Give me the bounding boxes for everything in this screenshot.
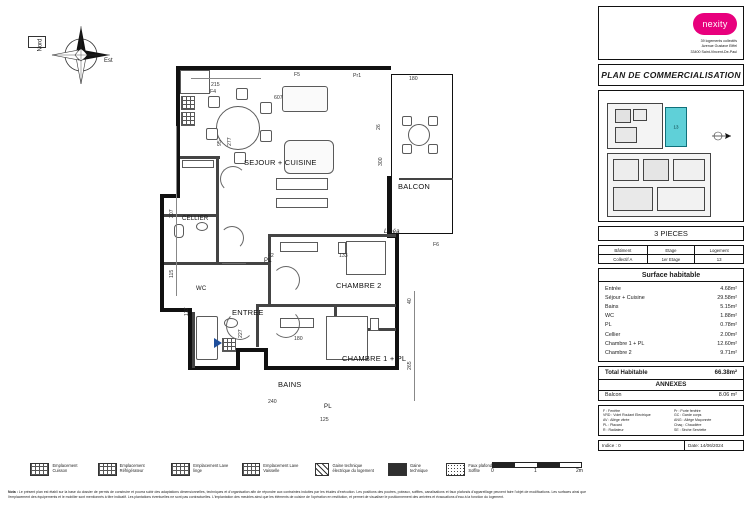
kp-unit-number: 13 xyxy=(673,124,679,130)
total-row xyxy=(599,367,743,379)
surface-label-pl: PL xyxy=(605,322,612,329)
dining-chair-1 xyxy=(208,96,220,108)
door-cellier xyxy=(220,166,246,192)
legend-swatch-lave-linge xyxy=(171,463,190,476)
legend-swatch-cuisson xyxy=(30,463,49,476)
surface-value-chambre2: 9.71m² xyxy=(720,349,737,356)
balcony-chair-4 xyxy=(428,144,438,154)
surface-row xyxy=(599,321,743,330)
nightstand-1 xyxy=(370,318,379,331)
dim-215: 215 xyxy=(211,82,220,88)
legend-item-gaine-tech xyxy=(388,463,436,476)
surface-value-cellier: 2.00m² xyxy=(720,331,737,338)
kp-unit-b2 xyxy=(643,159,669,181)
header-etage: Etage xyxy=(647,246,695,255)
dim-137: 137 xyxy=(184,307,190,316)
balcony-chair-1 xyxy=(402,116,412,126)
dim-227: 227 xyxy=(238,329,244,338)
partition-wc-right xyxy=(216,214,219,265)
surface-value-bains: 5.15m² xyxy=(720,303,737,310)
console-table xyxy=(276,198,328,208)
surface-label-chambre1: Chambre 1 + PL xyxy=(605,340,645,347)
legend-item-lave-linge xyxy=(171,463,233,476)
surface-value-chambre1: 12.60m² xyxy=(717,340,737,347)
address-line-1: 39 logements collectifs xyxy=(700,38,737,43)
surface-value-entree: 4.68m² xyxy=(720,285,737,292)
fridge-location xyxy=(181,112,195,126)
annex-label-balcon: Balcon xyxy=(605,392,622,399)
dim-115: 115 xyxy=(169,269,175,278)
tag-f5: F5 xyxy=(294,72,301,78)
dim-line-left xyxy=(176,126,177,296)
surface-label-entree: Entrée xyxy=(605,285,621,292)
value-etage: 1er Etage xyxy=(647,255,695,264)
legend-text-faux-plafond: Faux plafond Soffite xyxy=(468,463,493,473)
partition-bains-left xyxy=(192,312,195,368)
dining-chair-3 xyxy=(260,102,272,114)
legend-item-cuisson xyxy=(30,463,88,476)
tag-f4: F4 xyxy=(210,89,217,95)
room-label-sejour: SEJOUR + CUISINE xyxy=(244,158,317,167)
dining-chair-6 xyxy=(206,128,218,140)
partition-sejour-bottom xyxy=(268,234,396,237)
kp-unit-b5 xyxy=(657,187,705,211)
room-label-linea: Linéa xyxy=(384,229,400,235)
partition-cellier-top xyxy=(180,156,220,159)
abbrev-r: R : Radiateur xyxy=(603,427,624,432)
north-arrow-icon xyxy=(37,22,114,88)
kitchen-counter xyxy=(180,70,210,94)
revision-block xyxy=(598,440,744,451)
pieces-label: 3 PIECES xyxy=(654,229,688,238)
annex-value-balcon: 8.06 m² xyxy=(718,392,737,399)
kp-highlight-unit[interactable] xyxy=(665,107,687,147)
legend-text-lave-vaisselle: Emplacement Lave Vaisselle xyxy=(263,463,299,473)
table-row-headers xyxy=(599,246,744,255)
disclaimer xyxy=(8,490,586,500)
entry-direction-marker xyxy=(214,338,222,348)
kp-unit-b4 xyxy=(613,187,653,211)
abbreviations-block xyxy=(598,405,744,437)
apartment-outline xyxy=(156,66,446,426)
partition-chambre-split xyxy=(268,304,396,307)
wall-bottom-left xyxy=(188,366,240,370)
room-label-wc: WC xyxy=(196,286,207,292)
scale-bar-labels xyxy=(492,468,582,476)
surface-row xyxy=(599,348,743,357)
address-line-3: 33400 Saint-Vincent-De-Paul xyxy=(690,49,737,54)
key-plan xyxy=(605,97,737,215)
room-label-cellier: CELLIER xyxy=(182,216,209,222)
legend-swatch-frigo xyxy=(98,463,116,476)
scale-tick-2: 2m xyxy=(576,468,583,474)
legend-text-gaine-tech: Gaine technique xyxy=(409,463,428,473)
cooktop-location xyxy=(181,96,195,110)
room-label-pl-2: PL xyxy=(324,404,332,410)
surface-row xyxy=(599,312,743,321)
abbrev-col-right xyxy=(674,409,739,433)
room-label-pl-1: PL xyxy=(264,258,272,264)
dim-95: 95 xyxy=(217,140,223,146)
room-label-bains: BAINS xyxy=(278,380,302,389)
legend-text-frigo: Emplacement Réfrigérateur xyxy=(119,463,145,473)
legend-swatch-faux-plafond xyxy=(446,463,465,476)
project-address xyxy=(605,39,737,55)
cellier-shelf xyxy=(182,160,214,168)
surface-row xyxy=(599,302,743,311)
surface-row xyxy=(599,330,743,339)
scale-tick-1: 1 xyxy=(534,468,537,474)
document-title-block xyxy=(598,64,744,86)
balcony-rail-line xyxy=(399,178,453,180)
abbrev-av: AV : Allège vitrée xyxy=(603,418,630,423)
partition-entree-right xyxy=(268,262,271,306)
surface-label-sejour: Séjour + Cuisine xyxy=(605,294,645,301)
room-label-balcon: BALCON xyxy=(398,182,431,191)
legend-text-lave-linge: Emplacement Lave linge xyxy=(193,463,229,473)
dim-line-right xyxy=(414,291,415,401)
title-block-panel xyxy=(598,6,744,451)
surface-title: Surface habitable xyxy=(641,272,701,279)
dim-607: 607 xyxy=(274,95,283,101)
nexity-logo[interactable]: nexity xyxy=(693,13,737,35)
surface-value-sejour: 29.58m² xyxy=(717,294,737,301)
sofa xyxy=(282,86,328,112)
door-swing-line xyxy=(222,263,246,264)
total-block xyxy=(598,366,744,401)
surface-label-chambre2: Chambre 2 xyxy=(605,349,632,356)
room-label-entree: ENTREE xyxy=(232,308,264,317)
key-plan-block xyxy=(598,90,744,222)
balcony-table xyxy=(408,124,430,146)
surface-row xyxy=(599,284,743,293)
door-chambre-1 xyxy=(272,310,300,338)
document-title: PLAN DE COMMERCIALISATION xyxy=(601,70,741,80)
index-label: Indice : 0 xyxy=(599,441,685,450)
surface-label-bains: Bains xyxy=(605,303,619,310)
surface-row xyxy=(599,339,743,348)
dim-207: 207 xyxy=(169,209,175,218)
legend-swatch-gaine-tech xyxy=(388,463,407,476)
surface-row xyxy=(599,293,743,302)
dim-300: 300 xyxy=(378,157,384,166)
balcony-chair-2 xyxy=(428,116,438,126)
kp-unit-a2 xyxy=(633,109,647,121)
logo-block xyxy=(598,6,744,60)
table-row-values xyxy=(599,255,744,264)
dining-chair-2 xyxy=(236,88,248,100)
wall-bottom xyxy=(264,366,399,370)
kp-unit-a1 xyxy=(615,109,631,123)
value-logement: 13 xyxy=(695,255,744,264)
kp-unit-b3 xyxy=(673,159,705,181)
legend-row xyxy=(30,455,500,483)
dim-240: 240 xyxy=(268,399,277,405)
abbreviations xyxy=(599,406,743,436)
surface-value-wc: 1.88m² xyxy=(720,313,737,320)
legend-item-frigo xyxy=(98,463,161,476)
dining-chair-4 xyxy=(260,130,272,142)
partition-cellier-right xyxy=(216,156,219,214)
tv-unit xyxy=(276,178,328,190)
abbrev-gc: GC : Garde corps xyxy=(674,413,702,418)
washer-location xyxy=(222,338,236,352)
dim-133: 133 xyxy=(339,253,348,259)
balcony-slab xyxy=(391,74,453,234)
wc-sink xyxy=(196,222,208,231)
date-label: Date: 14/06/2024 xyxy=(688,443,724,449)
floor-plan-drawing xyxy=(6,6,592,454)
dim-180b: 180 xyxy=(294,336,303,342)
legend-swatch-gaine-elec xyxy=(315,463,329,476)
abbrev-chaq: Chaq : Chaudière xyxy=(674,422,702,427)
kp-unit-b1 xyxy=(613,159,639,181)
bed-chambre-2 xyxy=(346,241,386,275)
legend-item-lave-vaisselle xyxy=(242,463,305,476)
dim-line-top xyxy=(191,78,261,79)
wall-left-lower xyxy=(160,194,164,312)
desk-chambre-2 xyxy=(280,242,318,252)
legend-text-cuisson: Emplacement Cuisson xyxy=(52,463,78,473)
key-plan-north-icon xyxy=(711,129,733,141)
legend-swatch-lave-vaisselle xyxy=(242,463,260,476)
address-line-2: Avenue Gustave Eiffel xyxy=(701,44,737,49)
scale-bar xyxy=(492,462,582,476)
disclaimer-title: Nota : xyxy=(8,490,18,494)
door-wc xyxy=(220,226,244,250)
room-label-chambre2: CHAMBRE 2 xyxy=(336,281,382,290)
abbrev-pl: PL : Placard xyxy=(603,422,622,427)
abbrev-se: SE : Sèche Serviette xyxy=(674,427,707,432)
scale-tick-0: 0 xyxy=(491,468,494,474)
tag-pr1: Pr1 xyxy=(353,73,362,79)
abbrev-vrd: VRD : Volet Roulant Electrique xyxy=(603,413,651,418)
north-label: Nord xyxy=(37,38,44,52)
balcony-chair-3 xyxy=(402,144,412,154)
total-value: 66.38m² xyxy=(714,369,737,376)
kp-unit-a3 xyxy=(615,127,637,143)
room-label-chambre1: CHAMBRE 1 + PL xyxy=(342,354,407,363)
dim-26: 26 xyxy=(376,124,382,130)
dim-180: 180 xyxy=(409,76,418,82)
dim-125: 125 xyxy=(320,417,329,423)
reference-table xyxy=(598,245,744,264)
total-label: Total Habitable xyxy=(605,369,648,376)
disclaimer-text: Le présent plan est établi sur la base du dossier de permis de construire et pourra subir des adaptations dimensionnelles, techniques et d'organisation afin de répondre aux contraintes induites par les études d'exécution. Les positions des poutres, poteaux, soffites, canalisations et faux plafonds d'appareillage peuvent faire l'objet de modifications. Les surfaces ainsi que l'emplacement des équipements et le mobilier sont mentionnés à titre indicatif. Les plantations éventuelles ne sont pas contractuelles. L'implantation des meubles ainsi que les éléments de cuisine de l'opération en restitution, et permet de visualiser le positionnement des arrivées et évacuations d'eau à la fonction du logement. xyxy=(8,490,586,499)
tag-f6: F6 xyxy=(433,242,440,248)
header-batiment: Bâtiment xyxy=(599,246,648,255)
pieces-block xyxy=(598,226,744,241)
header-logement: Logement xyxy=(695,246,744,255)
surface-value-pl: 0.78m² xyxy=(720,322,737,329)
surface-label-cellier: Cellier xyxy=(605,331,621,338)
annex-row xyxy=(599,390,743,400)
annexes-title: ANNEXES xyxy=(655,380,687,388)
partition-wc-bottom xyxy=(164,262,219,265)
dim-277: 277 xyxy=(227,137,233,146)
surface-block xyxy=(598,268,744,362)
abbrev-col-left xyxy=(603,409,668,433)
rug xyxy=(284,140,334,174)
legend-text-gaine-elec: Gaine technique électrique du logement xyxy=(332,463,374,473)
surface-label-wc: WC xyxy=(605,313,614,320)
abbrev-f: F : Fenêtre xyxy=(603,408,621,413)
abbrev-ang: ANG : Allège Maçonnée xyxy=(674,418,712,423)
legend-item-gaine-elec xyxy=(315,463,378,476)
abbrev-pr: Pr : Porte fenêtre xyxy=(674,408,701,413)
value-batiment: Collectif A xyxy=(599,255,648,264)
dim-40: 40 xyxy=(407,298,413,304)
dim-265: 265 xyxy=(407,361,413,370)
east-label: Est xyxy=(104,58,113,64)
dim-42: 42 xyxy=(268,253,274,259)
door-chambre-2 xyxy=(272,266,300,294)
